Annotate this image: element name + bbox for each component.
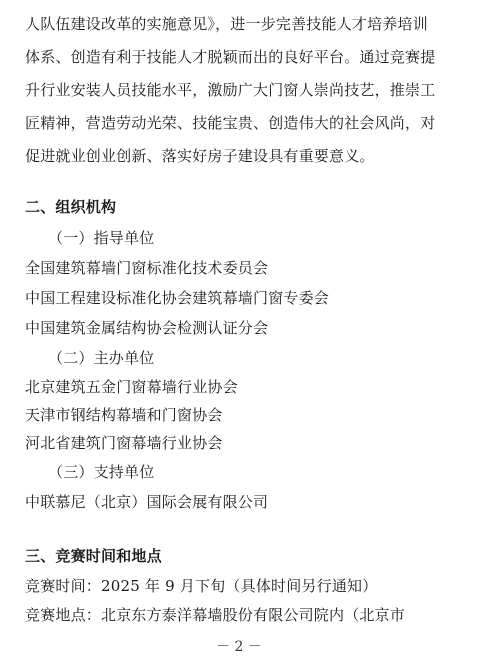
host-unit-2: 天津市钢结构幕墙和门窗协会 [25,406,223,424]
competition-place: 竞赛地点：北京东方泰洋幕墙股份有限公司院内（北京市 [25,606,406,624]
intro-line-4: 匠精神，营造劳动光荣、技能宝贵、创造伟大的社会风尚，对 [25,114,436,132]
support-units-label: （三）支持单位 [48,463,155,481]
intro-line-3: 升行业安装人员技能水平，激励广大门窗人崇尚技艺，推崇工 [25,81,436,99]
support-unit-1: 中联慕尼（北京）国际会展有限公司 [25,493,269,511]
guide-unit-3: 中国建筑金属结构协会检测认证分会 [25,319,269,337]
intro-line-2: 体系、创造有利于技能人才脱颖而出的良好平台。通过竞赛提 [25,48,436,66]
guide-unit-2: 中国工程建设标准化协会建筑幕墙门窗专委会 [25,289,330,307]
intro-line-1: 人队伍建设改革的实施意见》，进一步完善技能人才培养培训 [25,15,428,33]
intro-line-5: 促进就业创业创新、落实好房子建设具有重要意义。 [25,147,375,165]
competition-time: 竞赛时间：2025 年 9 月下旬（具体时间另行通知） [25,577,378,595]
host-unit-3: 河北省建筑门窗幕墙行业协会 [25,434,223,452]
host-units-label: （二）主办单位 [48,349,155,367]
host-unit-1: 北京建筑五金门窗幕墙行业协会 [25,378,238,396]
page-number: － 2 － [216,639,262,655]
section-heading-organization: 二、组织机构 [25,198,117,216]
section-heading-time-place: 三、竞赛时间和地点 [25,547,162,565]
guide-units-label: （一）指导单位 [48,229,155,247]
guide-unit-1: 全国建筑幕墙门窗标准化技术委员会 [25,259,269,277]
